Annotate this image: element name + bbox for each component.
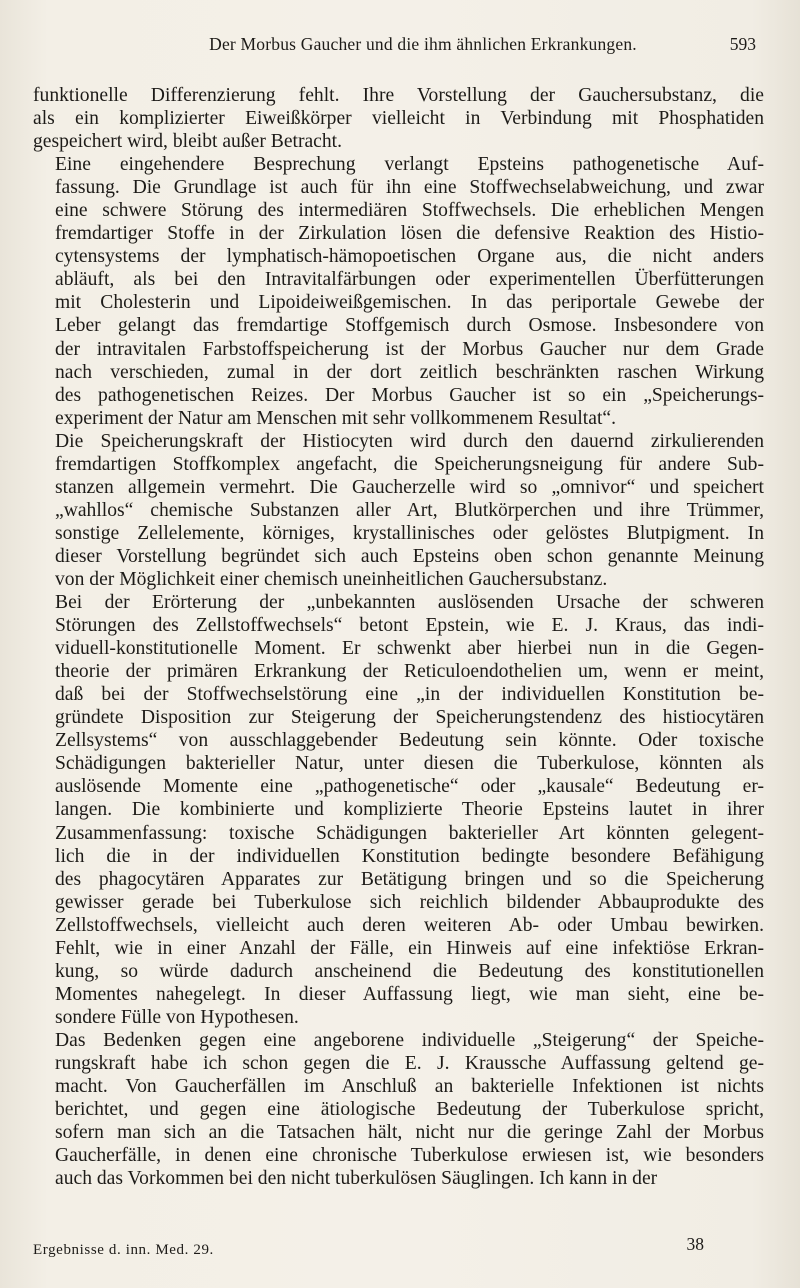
paragraph <box>33 84 764 153</box>
page-header <box>30 34 756 60</box>
text-line: lich die in der individuellen Konstitution bedingte besondere Befähigung <box>55 845 764 867</box>
text-line: sonstige Zellelemente, körniges, krystallinisches oder gelöstes Blutpigment. In <box>55 522 764 544</box>
text-line: langen. Die kombinierte und komplizierte Theorie Epsteins lautet in ihrer <box>55 799 764 821</box>
text-line: Zellsystems“ von ausschlaggebender Bedeutung sein könnte. Oder toxische <box>55 730 764 752</box>
text-line: auch das Vorkommen bei den nicht tuberkulösen Säuglingen. Ich kann in der <box>55 1168 658 1190</box>
text-line: gewisser gerade bei Tuberkulose sich reichlich bildender Abbauprodukte des <box>55 891 764 913</box>
text-line: dieser Vorstellung begründet sich auch Epsteins oben schon genannte Meinung <box>55 545 764 567</box>
text-line: mit Cholesterin und Lipoideiweißgemischen. In das periportale Gewebe der <box>55 292 764 314</box>
text-line: nach verschieden, zumal in der dort zeitlich beschränkten raschen Wirkung <box>55 361 764 383</box>
text-line: stanzen allgemein vermehrt. Die Gaucherzelle wird so „omnivor“ und speichert <box>55 476 764 498</box>
text-line: Eine eingehendere Besprechung verlangt Epsteins pathogenetische Auf- <box>55 154 764 176</box>
text-line: kung, so würde dadurch anscheinend die Bedeutung des konstitutionellen <box>55 960 764 982</box>
text-line: Das Bedenken gegen eine angeborene individuelle „Steigerung“ der Speiche- <box>55 1029 764 1051</box>
text-line: auslösende Momente eine „pathogenetische“ oder „kausale“ Bedeutung er- <box>55 776 764 798</box>
text-line: sondere Fülle von Hypothesen. <box>55 1006 299 1028</box>
text-line: rungskraft habe ich schon gegen die E. J. Kraussche Auffassung geltend ge- <box>55 1052 764 1074</box>
text-line: eine schwere Störung des intermediären Stoffwechsels. Die erheblichen Mengen <box>55 200 764 222</box>
paragraph <box>33 153 764 430</box>
text-line: Schädigungen bakterieller Natur, unter diesen die Tuberkulose, könnten als <box>55 753 764 775</box>
text-line: Zusammenfassung: toxische Schädigungen bakterieller Art könnten gelegent- <box>55 822 764 844</box>
text-line: als ein komplizierter Eiweißkörper vielleicht in Verbindung mit Phosphatiden <box>33 108 764 130</box>
text-line: fremdartigen Stoffkomplex angefacht, die Speicherungsneigung für andere Sub- <box>55 453 764 475</box>
printer-signature: 38 <box>686 1234 704 1254</box>
text-line: abläuft, als bei den Intravitalfärbungen oder experimentellen Überfütterungen <box>55 269 764 291</box>
text-line: cytensystems der lymphatisch-hämopoetischen Organe aus, die nicht anders <box>55 246 764 268</box>
paragraph <box>33 591 764 1029</box>
text-line: funktionelle Differenzierung fehlt. Ihre Vorstellung der Gauchersubstanz, die <box>33 85 764 106</box>
text-line: fassung. Die Grundlage ist auch für ihn eine Stoffwechselabweichung, und zwar <box>55 177 764 199</box>
text-line: Gaucherfälle, in denen eine chronische Tuberkulose erwiesen ist, wie besonders <box>55 1145 764 1167</box>
text-line: von der Möglichkeit einer chemisch uneinheitlichen Gauchersubstanz. <box>55 568 608 590</box>
text-line: Bei der Erörterung der „unbekannten auslösenden Ursache der schweren <box>55 592 764 614</box>
text-line: daß bei der Stoffwechselstörung eine „in der individuellen Konstitution be- <box>55 684 764 706</box>
text-line: Fehlt, wie in einer Anzahl der Fälle, ein Hinweis auf eine infektiöse Erkran- <box>55 937 764 959</box>
source-reference: Ergebnisse d. inn. Med. 29. <box>33 1242 214 1258</box>
text-line: fremdartiger Stoffe in der Zirkulation lösen die defensive Reaktion des Histio- <box>55 223 764 245</box>
text-line: gespeichert wird, bleibt außer Betracht. <box>33 131 343 153</box>
page-footer <box>33 1234 704 1258</box>
text-line: Die Speicherungskraft der Histiocyten wird durch den dauernd zirkulierenden <box>55 430 764 452</box>
text-line: theorie der primären Erkrankung der Reticuloendothelien um, wenn er meint, <box>55 661 764 683</box>
page-number: 593 <box>729 34 756 54</box>
text-line: macht. Von Gaucherfällen im Anschluß an bakterielle Infektionen ist nichts <box>55 1076 764 1098</box>
body-text <box>33 84 764 1190</box>
paragraph <box>33 430 764 591</box>
text-line: des pathogenetischen Reizes. Der Morbus Gaucher ist so ein „Speicherungs- <box>55 384 764 406</box>
text-line: sofern man sich an die Tatsachen hält, nicht nur die geringe Zahl der Morbus <box>55 1122 764 1144</box>
text-line: Zellstoffwechsels, vielleicht auch deren weiteren Ab- oder Umbau bewirken. <box>55 914 764 936</box>
text-line: berichtet, und gegen eine ätiologische Bedeutung der Tuberkulose spricht, <box>55 1099 764 1121</box>
text-line: gründete Disposition zur Steigerung der Speicherungstendenz des histiocytären <box>55 707 764 729</box>
paragraph <box>33 1029 764 1190</box>
text-line: Leber gelangt das fremdartige Stoffgemisch durch Osmose. Insbesondere von <box>55 315 764 337</box>
text-line: viduell-konstitutionelle Moment. Er schwenkt aber hierbei nun in die Gegen- <box>55 638 764 660</box>
text-line: Störungen des Zellstoffwechsels“ betont Epstein, wie E. J. Kraus, das indi- <box>55 615 764 637</box>
running-head: Der Morbus Gaucher und die ihm ähnlichen Erkrankungen. <box>209 34 637 54</box>
text-line: der intravitalen Farbstoffspeicherung ist der Morbus Gaucher nur dem Grade <box>55 338 764 360</box>
text-line: „wahllos“ chemische Substanzen aller Art, Blutkörperchen und ihre Trümmer, <box>55 499 764 521</box>
text-line: experiment der Natur am Menschen mit sehr vollkommenem Resultat“. <box>55 407 616 429</box>
text-line: Momentes nahegelegt. In dieser Auffassung liegt, wie man sieht, eine be- <box>55 983 764 1005</box>
text-line: des phagocytären Apparates zur Betätigung bringen und so die Speicherung <box>55 868 764 890</box>
